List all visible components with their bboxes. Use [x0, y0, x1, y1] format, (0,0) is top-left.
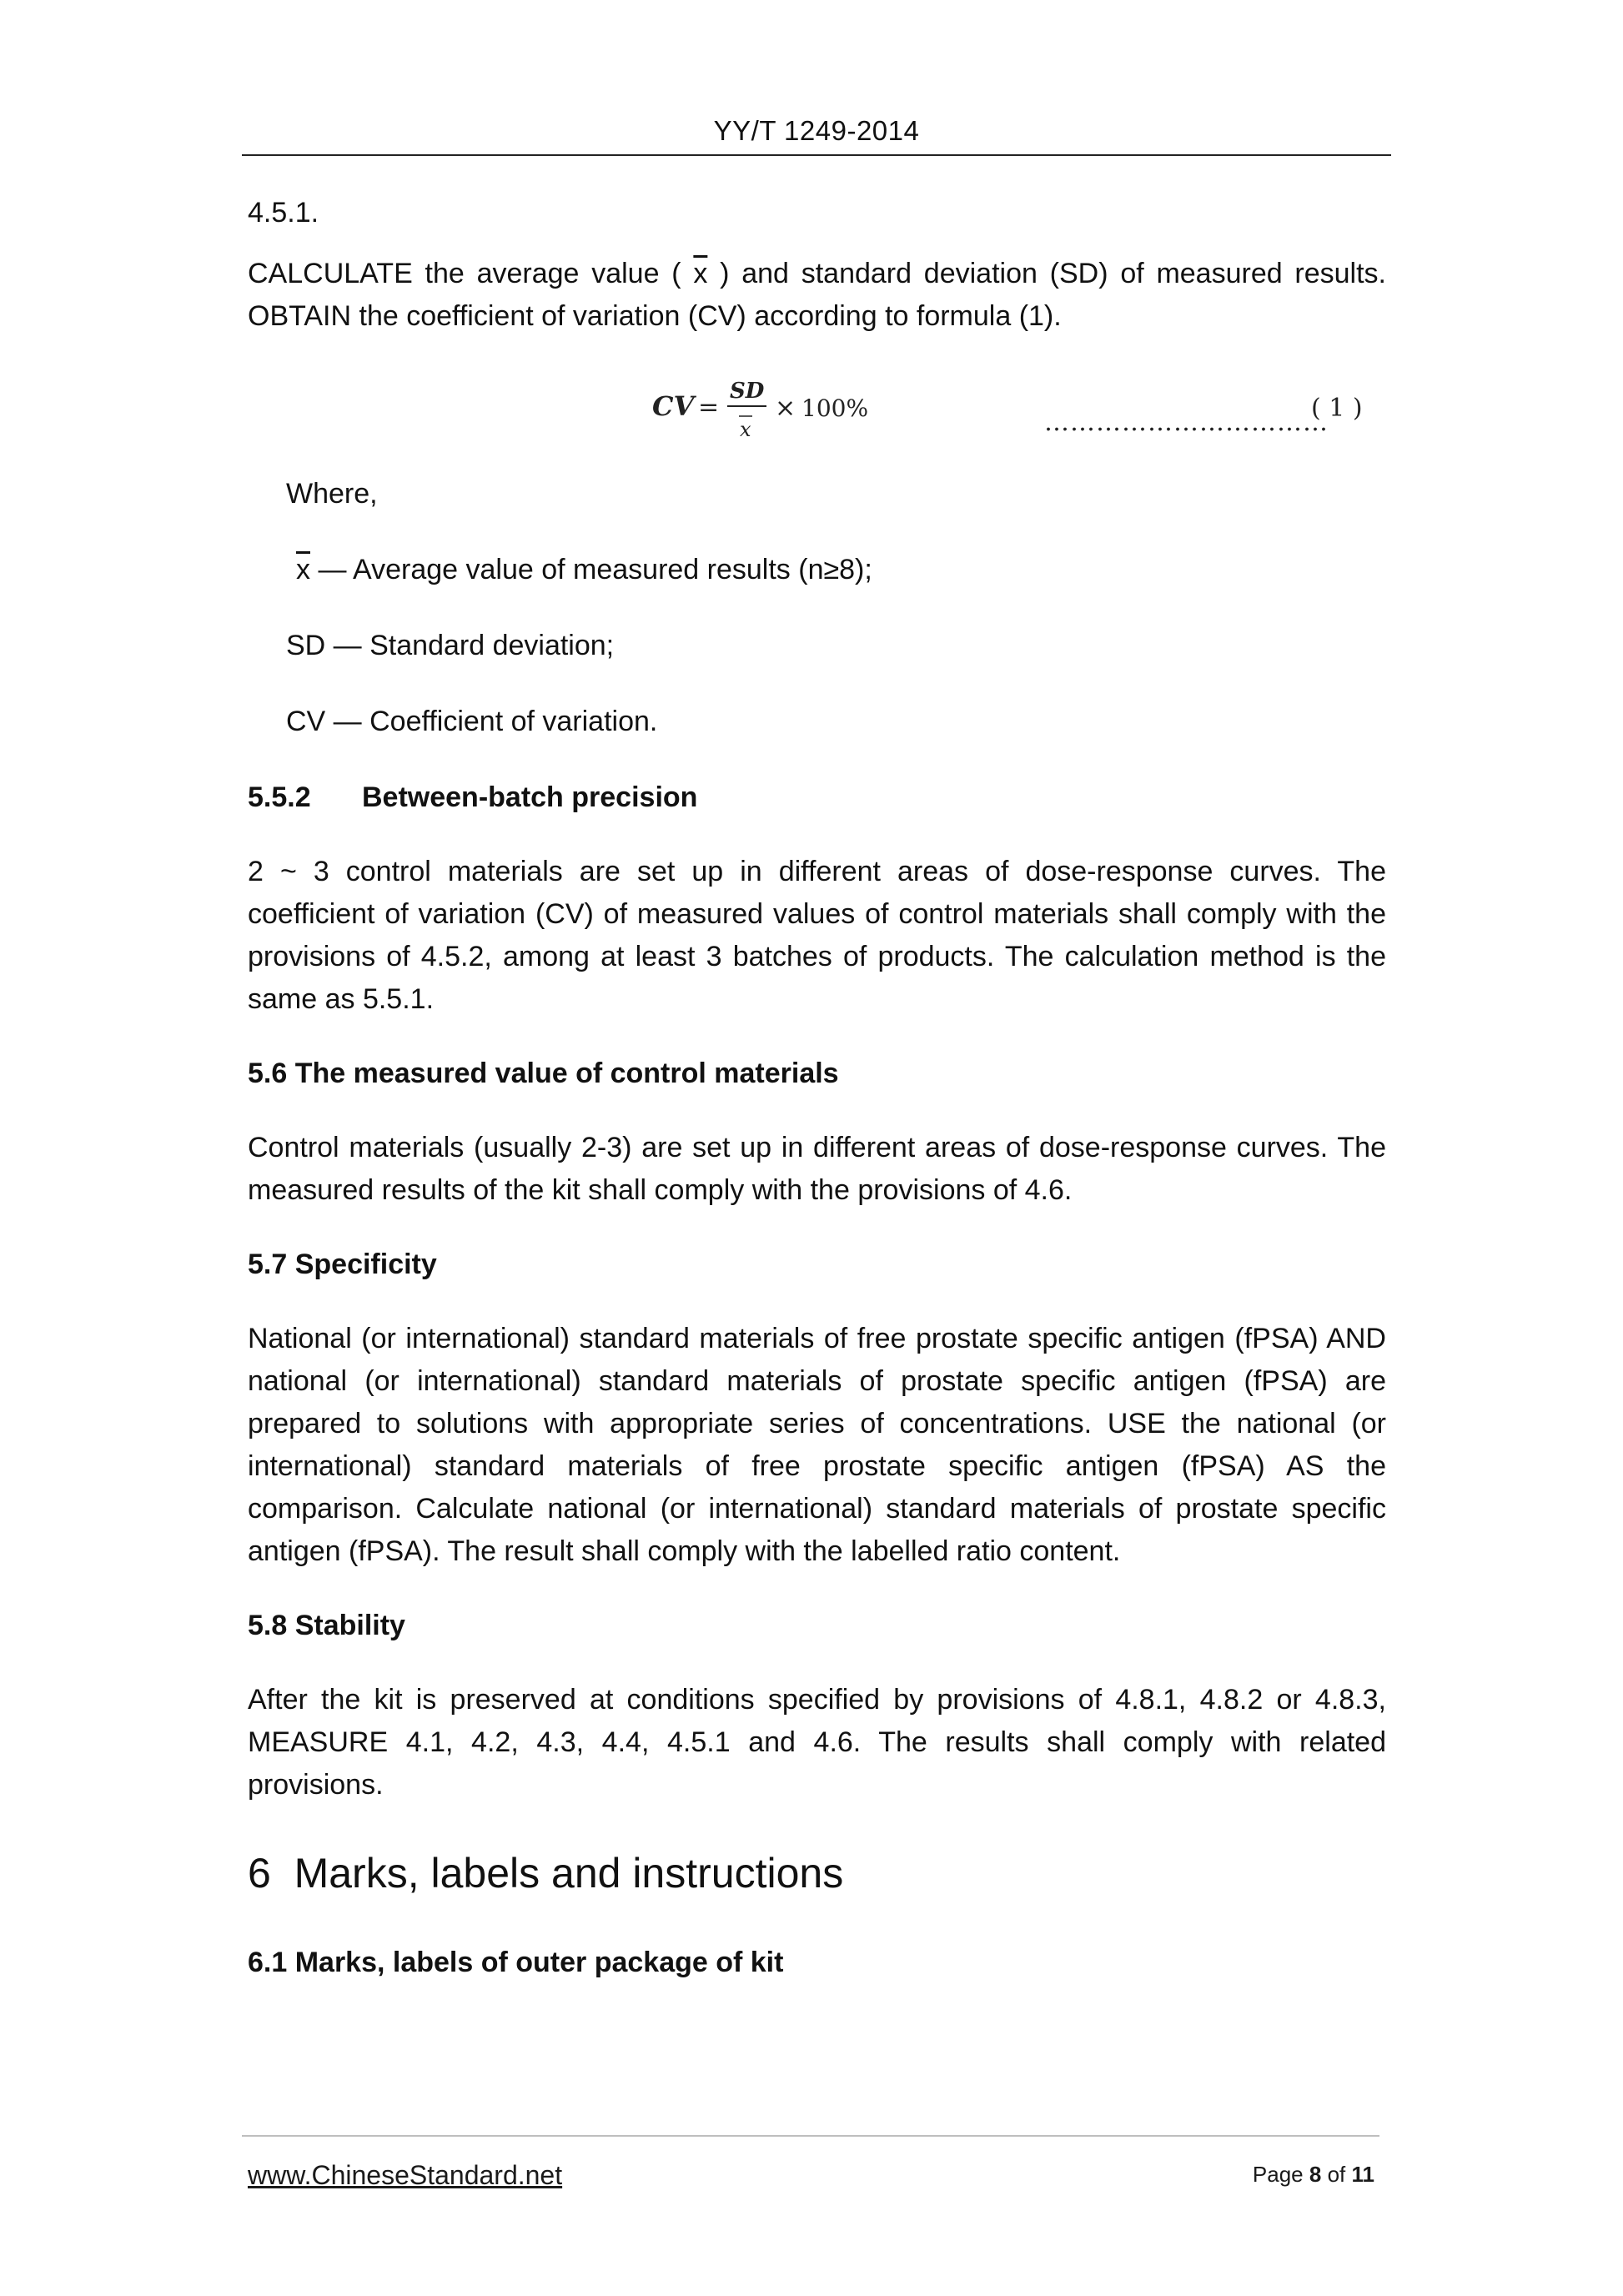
section-5-8-text: After the kit is preserved at conditions specified by provisions of 4.8.1, 4.8.2 or 4.8.3, MEASURE 4.1, 4.2, 4.3, 4.4, 4.5.1 and 4.6. The results shall comply with related provisions.	[248, 1684, 1386, 1801]
section-5-7-heading: 5.7 Specificity	[248, 1248, 437, 1280]
section-5-8-heading: 5.8 Stability	[248, 1610, 405, 1641]
section-5-6-text: Control materials (usually 2-3) are set up in different areas of dose-response curves. The measured results of the kit shall comply with the provisions of 4.6.	[248, 1132, 1386, 1206]
calc-paragraph: CALCULATE the average value ( $\overline{x}$ ) and standard deviation (SD) of measured results. OBTAIN the coefficient of variation (CV) according to formula (1).	[248, 258, 1386, 332]
formula-factor: 100%	[801, 394, 869, 422]
page-body	[248, 192, 1386, 1984]
header-rule	[242, 154, 1391, 156]
section-5-5-2-text: 2 ~ 3 control materials are set up in different areas of dose-response curves. The coefficient of variation (CV) of measured values of control materials shall comply with the provisions of 4.5.2, among at least 3 batches of products. The calculation method is the same as 5.5.1.	[248, 856, 1386, 1015]
where-item-xbar: $\overline{x}$ — Average value of measured results (n≥8);	[296, 554, 872, 585]
footer-website-link[interactable]: www.ChineseStandard.net	[248, 2160, 563, 2190]
formula-denominator: x	[740, 418, 751, 441]
formula-number: ( 1 )	[1311, 394, 1363, 423]
clause-ref: 4.5.1.	[248, 197, 319, 229]
where-item-cv: CV — Coefficient of variation.	[286, 706, 658, 737]
formula-lhs: CV	[652, 390, 695, 422]
section-6-1-heading: 6.1 Marks, labels of outer package of kit	[248, 1947, 784, 1978]
formula-leader-dots: ……………………………	[1044, 408, 1329, 437]
x-bar-symbol: $\overline{x}$	[693, 258, 708, 289]
formula-times: ×	[775, 394, 796, 423]
footer-page-number: Page 8 of 11	[1252, 2162, 1374, 2187]
section-5-6-heading: 5.6 The measured value of control materials	[248, 1058, 839, 1089]
section-5-5-2-heading: 5.5.2 Between-batch precision	[248, 781, 698, 813]
where-item-sd: SD — Standard deviation;	[286, 630, 615, 661]
running-header: YY/T 1249-2014	[713, 115, 920, 146]
where-label: Where,	[286, 478, 378, 510]
section-5-7-text: National (or international) standard materials of free prostate specific antigen (fPSA) AND national (or international) standard materials of prostate specific antigen (fPSA) are prepared to solutions with appropriate series of concentrations. USE the national (or international) standard materials of free prostate specific antigen (fPSA) AS the comparison. Calculate national (or international) standard materials of prostate specific antigen (fPSA). The result shall comply with the labelled ratio content.	[248, 1323, 1386, 1567]
section-6-heading: 6 Marks, labels and instructions	[248, 1850, 844, 1897]
formula-equals: =	[698, 393, 720, 422]
footer-rule	[242, 2135, 1379, 2137]
formula-numerator: SD	[730, 379, 765, 404]
formula-1	[248, 368, 1386, 451]
